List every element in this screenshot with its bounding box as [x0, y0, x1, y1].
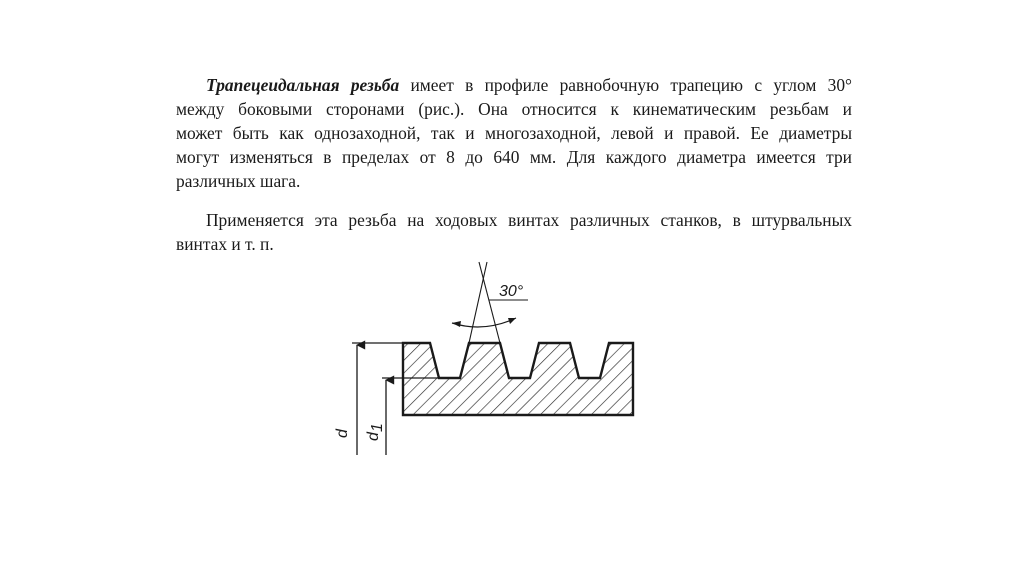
- paragraph1-line5: различных шага.: [176, 171, 301, 191]
- angle-flank-line-right: [479, 262, 500, 343]
- thread-profile-body: [403, 343, 633, 415]
- angle-label: 30°: [499, 283, 524, 300]
- angle-flank-line-left: [469, 262, 487, 343]
- term-trapezoidal-thread: Трапецеидальная резьба: [206, 75, 400, 95]
- paragraph2-line2: винтах и т. п.: [176, 234, 274, 254]
- inner-diameter-label: d: [365, 432, 382, 441]
- paragraph1-line1-text: имеет в профиле равнобочную трапецию с углом 30°: [399, 75, 852, 95]
- paragraph2-line1: Применяется эта резьба на ходовых винтах различных станков, в штурвальных: [206, 210, 852, 230]
- angle-arc-arrow-right: [508, 318, 516, 324]
- angle-arc: [452, 318, 516, 327]
- paragraph1-line2: между боковыми сторонами (рис.). Она относится к кинематическим резьбам и: [176, 99, 852, 119]
- inner-diameter-label-group: [365, 423, 386, 441]
- paragraph1-line3: может быть как однозаходной, так и многозаходной, левой и правой. Ее диаметры: [176, 123, 852, 143]
- paragraph1-line4: могут изменяться в пределах от 8 до 640 мм. Для каждого диаметра имеется три: [176, 147, 852, 167]
- inner-diameter-subscript: 1: [369, 423, 386, 432]
- outer-diameter-label: d: [334, 429, 351, 438]
